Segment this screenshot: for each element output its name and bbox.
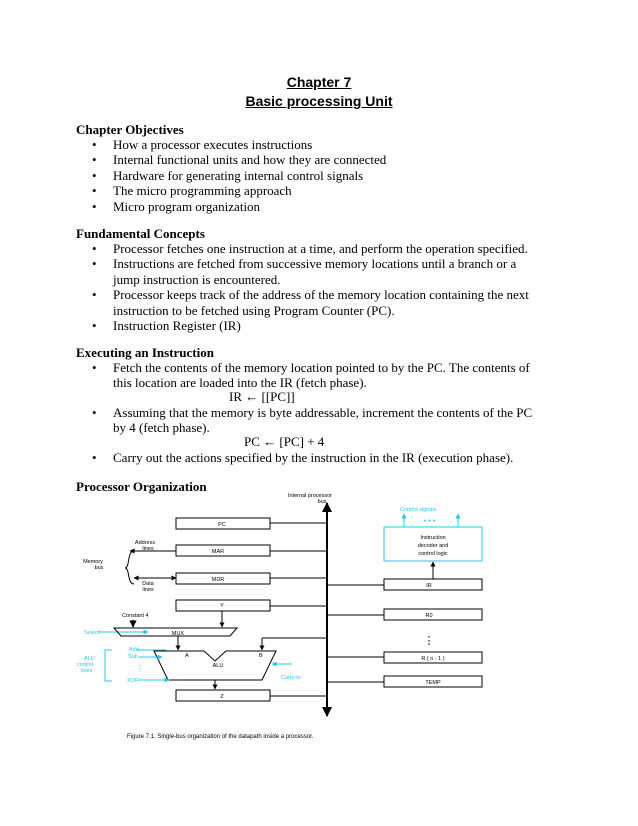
- increment-formula: PC ← [PC] + 4: [244, 434, 325, 449]
- chapter-title: Chapter 7: [286, 74, 352, 90]
- z-label: Z: [220, 694, 224, 700]
- add-label: Add: [129, 647, 139, 653]
- list-item: • Instructions are fetched from successive memory locations until a branch or a jump instruction is encountered.: [92, 256, 517, 287]
- list-item: • Micro program organization: [92, 198, 261, 214]
- address-lines-label: Address: [134, 540, 156, 546]
- list-item: • Hardware for generating internal control signals: [92, 167, 364, 183]
- alu-input-b: B: [259, 653, 263, 659]
- figure-caption: Figure 7.1. Single-bus organization of the datapath inside a processor.: [127, 734, 314, 740]
- list-item: • Internal functional units and how they are connected: [92, 152, 387, 168]
- mux-label: MUX: [171, 631, 185, 637]
- carry-in-label: Carry-in: [281, 675, 301, 681]
- executing-heading: Executing an Instruction: [76, 345, 214, 360]
- bus-label: Internal processor: [287, 493, 333, 499]
- data-lines-label: Data: [142, 581, 154, 587]
- list-item: • Assuming that the memory is byte addressable, increment the contents of the PC by 4 (fetch phase).: [92, 405, 533, 436]
- chapter-subtitle: Basic processing Unit: [245, 93, 393, 109]
- control-signals-label: Control signals: [400, 507, 437, 513]
- r0-register: [384, 609, 482, 620]
- list-item: • Fetch the contents of the memory location pointed to by the PC. The contents of this location are loaded into the IR (fetch phase).: [92, 360, 530, 391]
- select-label: Select: [84, 630, 100, 636]
- alu-control-ellipsis: ⋮: [136, 664, 144, 673]
- list-item: • Carry out the actions specified by the instruction in the IR (execution phase).: [92, 450, 514, 465]
- y-label: Y: [220, 603, 224, 609]
- list-item: • Instruction Register (IR): [92, 318, 241, 334]
- ir-register: [384, 579, 482, 590]
- list-item: • Processor keeps track of the address of the memory location containing the next instruction to be fetched using Program Counter (PC).: [92, 287, 529, 318]
- mdr-label: MDR: [211, 577, 225, 583]
- mar-label: MAR: [211, 549, 225, 555]
- organization-heading: Processor Organization: [76, 479, 207, 494]
- temp-label: TEMP: [425, 680, 441, 686]
- svg-text:lines: lines: [142, 587, 154, 593]
- svg-text:lines: lines: [142, 546, 154, 552]
- pc-label: PC: [218, 522, 226, 528]
- alu-input-a: A: [185, 653, 189, 659]
- memory-bus-brace: [125, 551, 134, 584]
- decoder-label: decoder and: [417, 543, 449, 549]
- decoder-label: Instruction: [420, 535, 446, 541]
- fundamentals-heading: Fundamental Concepts: [76, 226, 205, 241]
- constant-label: Constant 4: [122, 613, 149, 619]
- fetch-formula: IR ← [[PC]]: [229, 389, 295, 404]
- alu-label: ALU: [212, 663, 224, 669]
- alu-control-label: ALU: [84, 656, 95, 662]
- rn-label: R ( n - 1 ): [421, 656, 445, 662]
- svg-text:bus: bus: [94, 565, 104, 571]
- list-item: • How a processor executes instructions: [92, 137, 313, 152]
- objectives-heading: Chapter Objectives: [76, 122, 184, 137]
- xor-label: XOR: [127, 678, 139, 684]
- list-item: • Processor fetches one instruction at a time, and perform the operation specified.: [92, 241, 528, 256]
- svg-text:control: control: [77, 662, 94, 668]
- registers-ellipsis: ⋮: [423, 635, 435, 647]
- control-ellipsis: • • •: [424, 518, 436, 525]
- memory-bus-label: Memory: [83, 559, 103, 565]
- list-item: • The micro programming approach: [92, 183, 292, 199]
- decoder-label: control logic: [418, 551, 448, 557]
- bus-label: bus: [317, 499, 327, 505]
- sub-label: Sub: [128, 654, 138, 660]
- r0-label: R0: [425, 613, 433, 619]
- svg-text:lines: lines: [81, 668, 93, 674]
- ir-label: IR: [426, 583, 432, 589]
